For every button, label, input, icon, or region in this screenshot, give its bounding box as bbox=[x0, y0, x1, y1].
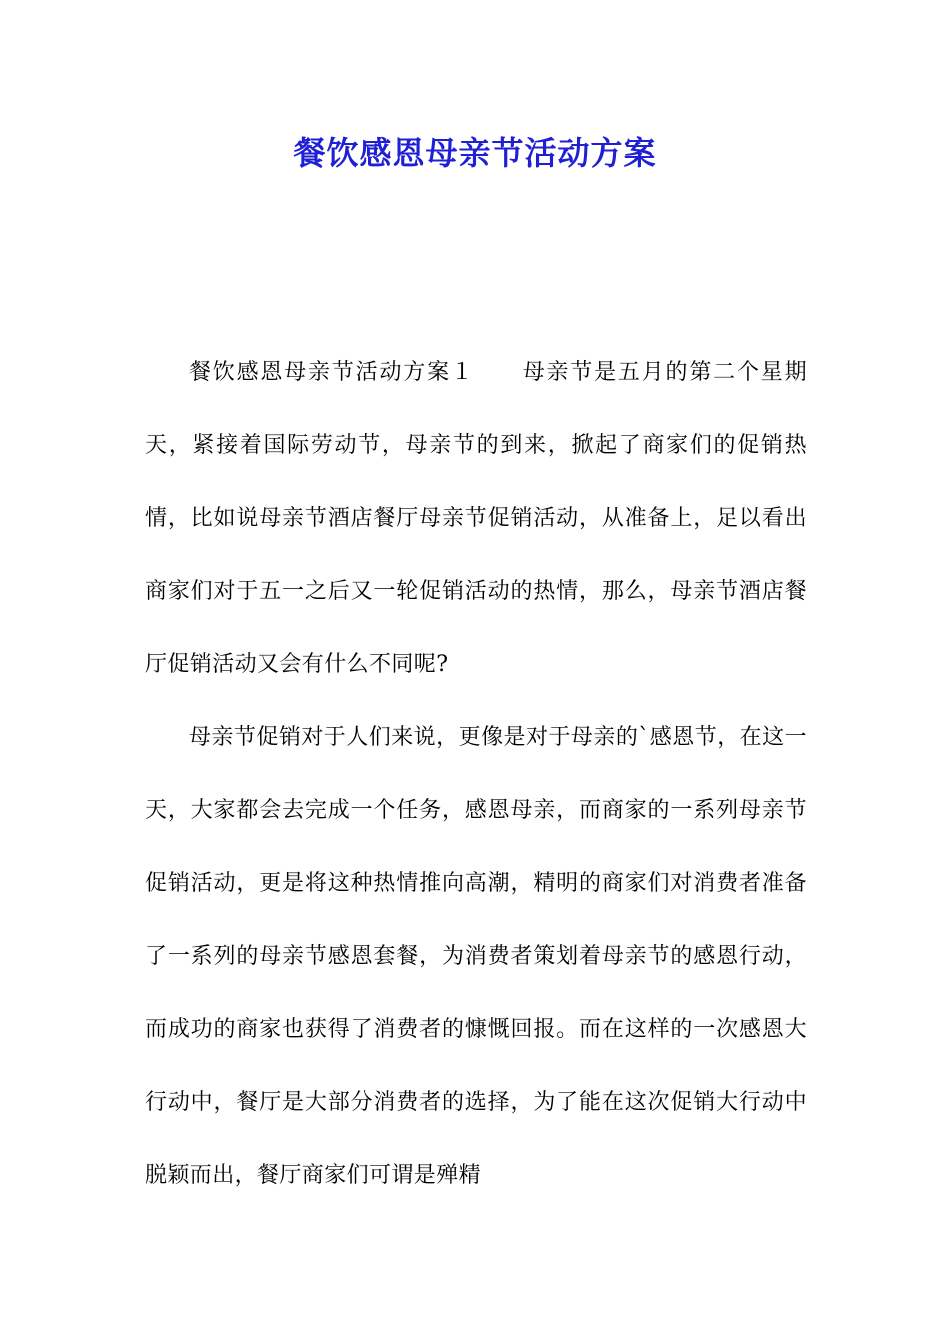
document-title: 餐饮感恩母亲节活动方案 bbox=[293, 134, 657, 172]
document-body bbox=[145, 336, 807, 1212]
paragraph-1-text: 母亲节是五月的第二个星期天，紧接着国际劳动节，母亲节的到来，掀起了商家们的促销热情，比如说母亲节酒店餐厅母亲节促销活动，从准备上，足以看出商家们对于五一之后又一轮促销活动的热情，那么，母亲节酒店餐厅促销活动又会有什么不同呢? bbox=[145, 360, 807, 677]
section-heading: 餐饮感恩母亲节活动方案１ bbox=[189, 360, 475, 385]
paragraph-2 bbox=[145, 701, 807, 1212]
paragraph-2-text: 母亲节促销对于人们来说，更像是对于母亲的`感恩节，在这一天，大家都会去完成一个任务，感恩母亲，而商家的一系列母亲节促销活动，更是将这种热情推向高潮，精明的商家们对消费者准备了一系列的母亲节感恩套餐，为消费者策划着母亲节的感恩行动，而成功的商家也获得了消费者的慷慨回报。而在这样的一次感恩大行动中，餐厅是大部分消费者的选择，为了能在这次促销大行动中脱颖而出，餐厅商家们可谓是殚精 bbox=[145, 725, 807, 1188]
paragraph-1 bbox=[145, 336, 807, 701]
